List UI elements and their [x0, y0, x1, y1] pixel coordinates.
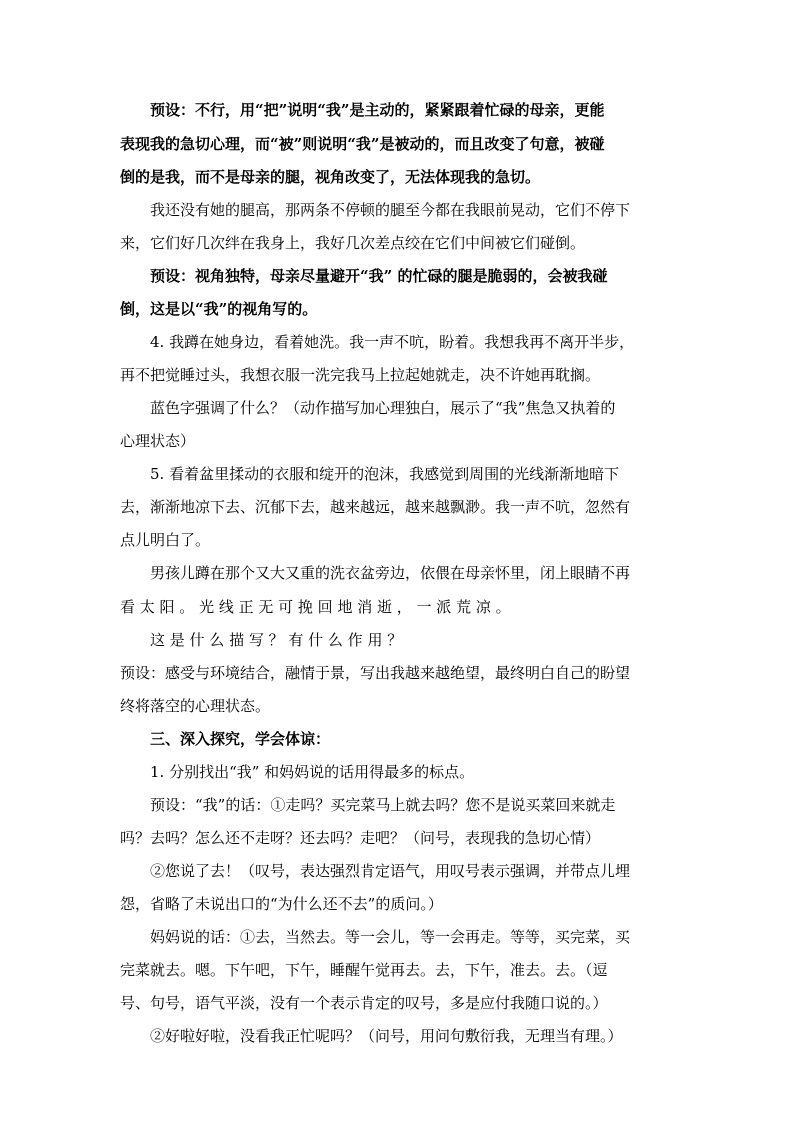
text-line: ②好啦好啦，没看我正忙呢吗？（问号，用问句敷衍我，无理当有理。）	[150, 1027, 623, 1045]
text-line: 怨，省略了未说出口的“为什么还不去”的质问。）	[120, 895, 443, 913]
text-line: ②您说了去！（叹号，表达强烈肯定语气，用叹号表示强调，并带点儿埋	[150, 862, 631, 880]
text-line: 4. 我蹲在她身边，看着她洗。我一声不吭，盼着。我想我再不离开半步，	[150, 333, 635, 351]
text-line: 倒，这是以“我”的视角写的。	[120, 300, 318, 318]
text-line: 终将落空的心理状态。	[120, 697, 271, 715]
text-line: 心理状态）	[120, 432, 196, 450]
text-line: 预设：“我”的话：①走吗？买完菜马上就去吗？您不是说买菜回来就走	[150, 796, 616, 814]
text-line: 妈妈说的话：①去，当然去。等一会儿，等一会再走。等等，买完菜，买	[150, 928, 631, 946]
text-line: 我还没有她的腿高，那两条不停顿的腿至今都在我眼前晃动，它们不停下	[150, 201, 631, 219]
text-line: 吗？去吗？怎么还不走呀？还去吗？走吧？（问号，表现我的急切心情）	[120, 829, 601, 847]
text-line: 预设：不行，用“把”说明“我”是主动的，紧紧跟着忙碌的母亲，更能	[150, 101, 605, 119]
text-line: 再不把觉睡过头，我想衣服一洗完我马上拉起她就走，决不许她再耽搁。	[120, 366, 601, 384]
text-line: 来，它们好几次绊在我身上，我好几次差点绞在它们中间被它们碰倒。	[120, 234, 586, 252]
text-line: 预设：视角独特，母亲尽量避开“我” 的忙碌的腿是脆弱的，会被我碰	[150, 267, 608, 285]
text-line: 去，渐渐地凉下去、沉郁下去，越来越远，越来越飘渺。我一声不吭，忽然有	[120, 498, 631, 516]
text-line: 预设：感受与环境结合，融情于景，写出我越来越绝望，最终明白自己的盼望	[120, 664, 631, 682]
section-heading: 三、深入探究，学会体谅：	[150, 730, 331, 748]
text-line: 看 太 阳 。 光 线 正 无 可 挽 回 地 消 逝 ， 一 派 荒 凉 。	[120, 598, 511, 616]
text-line: 这 是 什 么 描 写 ？ 有 什 么 作 用 ？	[150, 631, 403, 649]
text-line: 号、句号，语气平淡，没有一个表示肯定的叹号，多是应付我随口说的。）	[120, 994, 608, 1012]
text-line: 完菜就去。嗯。下午吧，下午，睡醒午觉再去。去，下午，准去。去。（逗	[120, 961, 608, 979]
text-line: 蓝色字强调了什么？（动作描写加心理独白，展示了“我”焦急又执着的	[150, 399, 616, 417]
text-line: 1. 分别找出“我” 和妈妈说的话用得最多的标点。	[150, 763, 475, 781]
text-line: 点儿明白了。	[120, 531, 211, 549]
text-line: 倒的是我，而不是母亲的腿，视角改变了，无法体现我的急切。	[120, 168, 541, 186]
text-line: 男孩儿蹲在那个又大又重的洗衣盆旁边，依偎在母亲怀里，闭上眼睛不再	[150, 564, 631, 582]
text-line: 表现我的急切心理，而“被”则说明“我”是被动的，而且改变了句意，被碰	[120, 135, 605, 153]
text-line: 5. 看着盆里揉动的衣服和绽开的泡沫，我感觉到周围的光线渐渐地暗下	[150, 465, 620, 483]
